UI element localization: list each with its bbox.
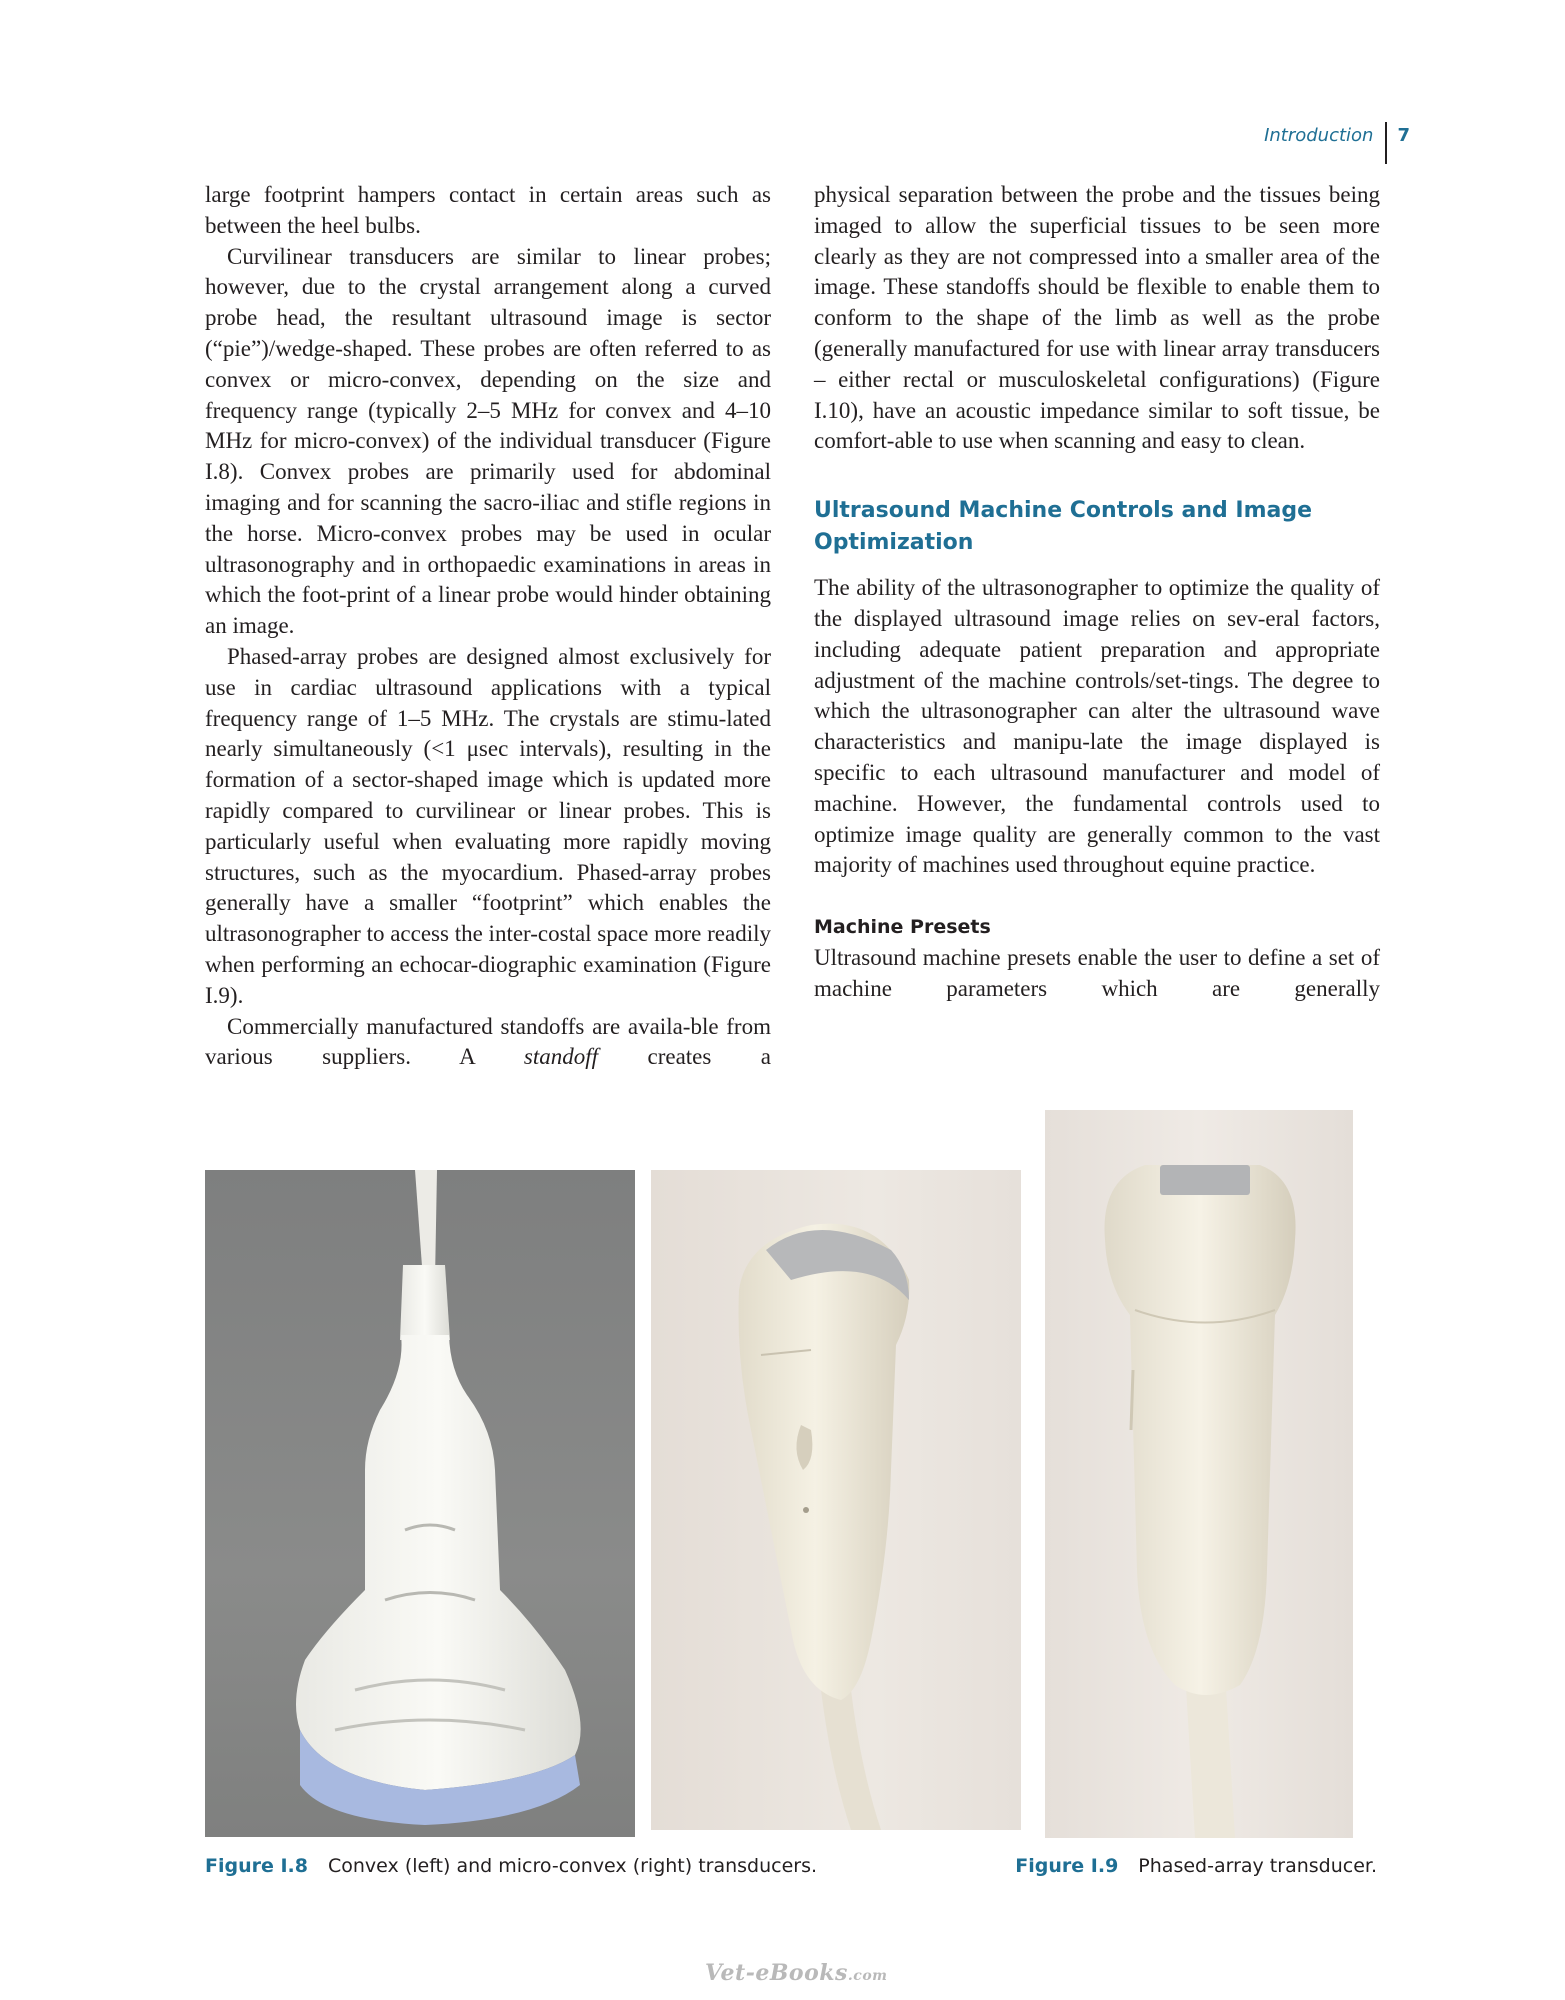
- paragraph: physical separation between the probe and the tissues being imaged to allow the superficial tissues to be seen more clearly as they are not compressed into a smaller area of the image. These standoffs should be flexible to enable them to conform to the shape of the limb as well as the probe (generally manufactured for use with linear array transducers – either rectal or musculoskeletal configurations) (Figure I.10), have an acoustic impedance similar to soft tissue, be comfort-able to use when scanning and easy to clean.: [814, 182, 1380, 454]
- figure-label: Figure I.8: [205, 1855, 308, 1877]
- phased-array-transducer-photo: [1045, 1110, 1353, 1838]
- running-header-section: Introduction: [1264, 125, 1374, 146]
- paragraph: large footprint hampers contact in certain areas such as between the heel bulbs.: [205, 182, 771, 238]
- watermark-suffix: .com: [847, 1968, 888, 1984]
- paragraph: Phased-array probes are designed almost exclusively for use in cardiac ultrasound applications with a typical frequency range of 1–5 MHz. The crystals are stimu-lated nearly simultaneously (<1 μsec intervals), resulting in the formation of a sector-shaped image which is updated more rapidly compared to curvilinear or linear probes. This is particularly useful when evaluating more rapidly moving structures, such as the myocardium. Phased-array probes generally have a smaller “footprint” which enables the ultrasonographer to access the inter-costal space more readily when performing an echocar-diographic examination (Figure I.9).: [205, 643, 771, 1008]
- left-text-column: [205, 180, 771, 1073]
- right-text-column: [814, 180, 1380, 1005]
- header-divider: [1385, 122, 1387, 164]
- micro-convex-transducer-photo: [651, 1170, 1021, 1830]
- watermark-text: Vet-eBooks: [705, 1960, 848, 1986]
- page-number: 7: [1397, 125, 1410, 146]
- subsection-heading: Machine Presets: [814, 916, 991, 939]
- emphasis-term: standoff: [523, 1044, 599, 1070]
- paragraph: Ultrasound machine presets enable the user to define a set of machine parameters which are generally: [814, 945, 1380, 1001]
- paragraph: [205, 1012, 771, 1074]
- paragraph: Curvilinear transducers are similar to linear probes; however, due to the crystal arrangement along a curved probe head, the resultant ultrasound image is sector (“pie”)/wedge-shaped. These probes are often referred to as convex or micro-convex, depending on the size and frequency range (typically 2–5 MHz for convex and 4–10 MHz for micro-convex) of the individual transducer (Figure I.8). Convex probes are primarily used for abdominal imaging and for scanning the sacro-iliac and stifle regions in the horse. Micro-convex probes may be used in ocular ultrasonography and in orthopaedic examinations in areas in which the foot-print of a linear probe would hinder obtaining an image.: [205, 243, 771, 639]
- figure-caption-text: Convex (left) and micro-convex (right) transducers.: [328, 1855, 818, 1877]
- paragraph-text: Commercially manufactured standoffs are availa-ble from various suppliers. A: [205, 1013, 771, 1070]
- figure-label: Figure I.9: [1015, 1855, 1119, 1877]
- convex-transducer-photo: [205, 1170, 635, 1837]
- figure-caption-i9: [1015, 1855, 1377, 1877]
- watermark: [705, 1960, 887, 1986]
- running-header: [1264, 122, 1410, 164]
- paragraph-text: creates a: [598, 1044, 771, 1070]
- figure-caption-i8: [205, 1855, 817, 1877]
- paragraph: The ability of the ultrasonographer to optimize the quality of the displayed ultrasound image relies on sev-eral factors, including adequate patient preparation and appropriate adjustment of the machine controls/set-tings. The degree to which the ultrasonographer can alter the ultrasound wave characteristics and manipu-late the image displayed is specific to each ultrasound manufacturer and model of machine. However, the fundamental controls used to optimize image quality are generally common to the vast majority of machines used throughout equine practice.: [814, 575, 1380, 878]
- section-heading: Ultrasound Machine Controls and Image Optimization: [814, 498, 1313, 556]
- figure-caption-text: Phased-array transducer.: [1138, 1855, 1377, 1877]
